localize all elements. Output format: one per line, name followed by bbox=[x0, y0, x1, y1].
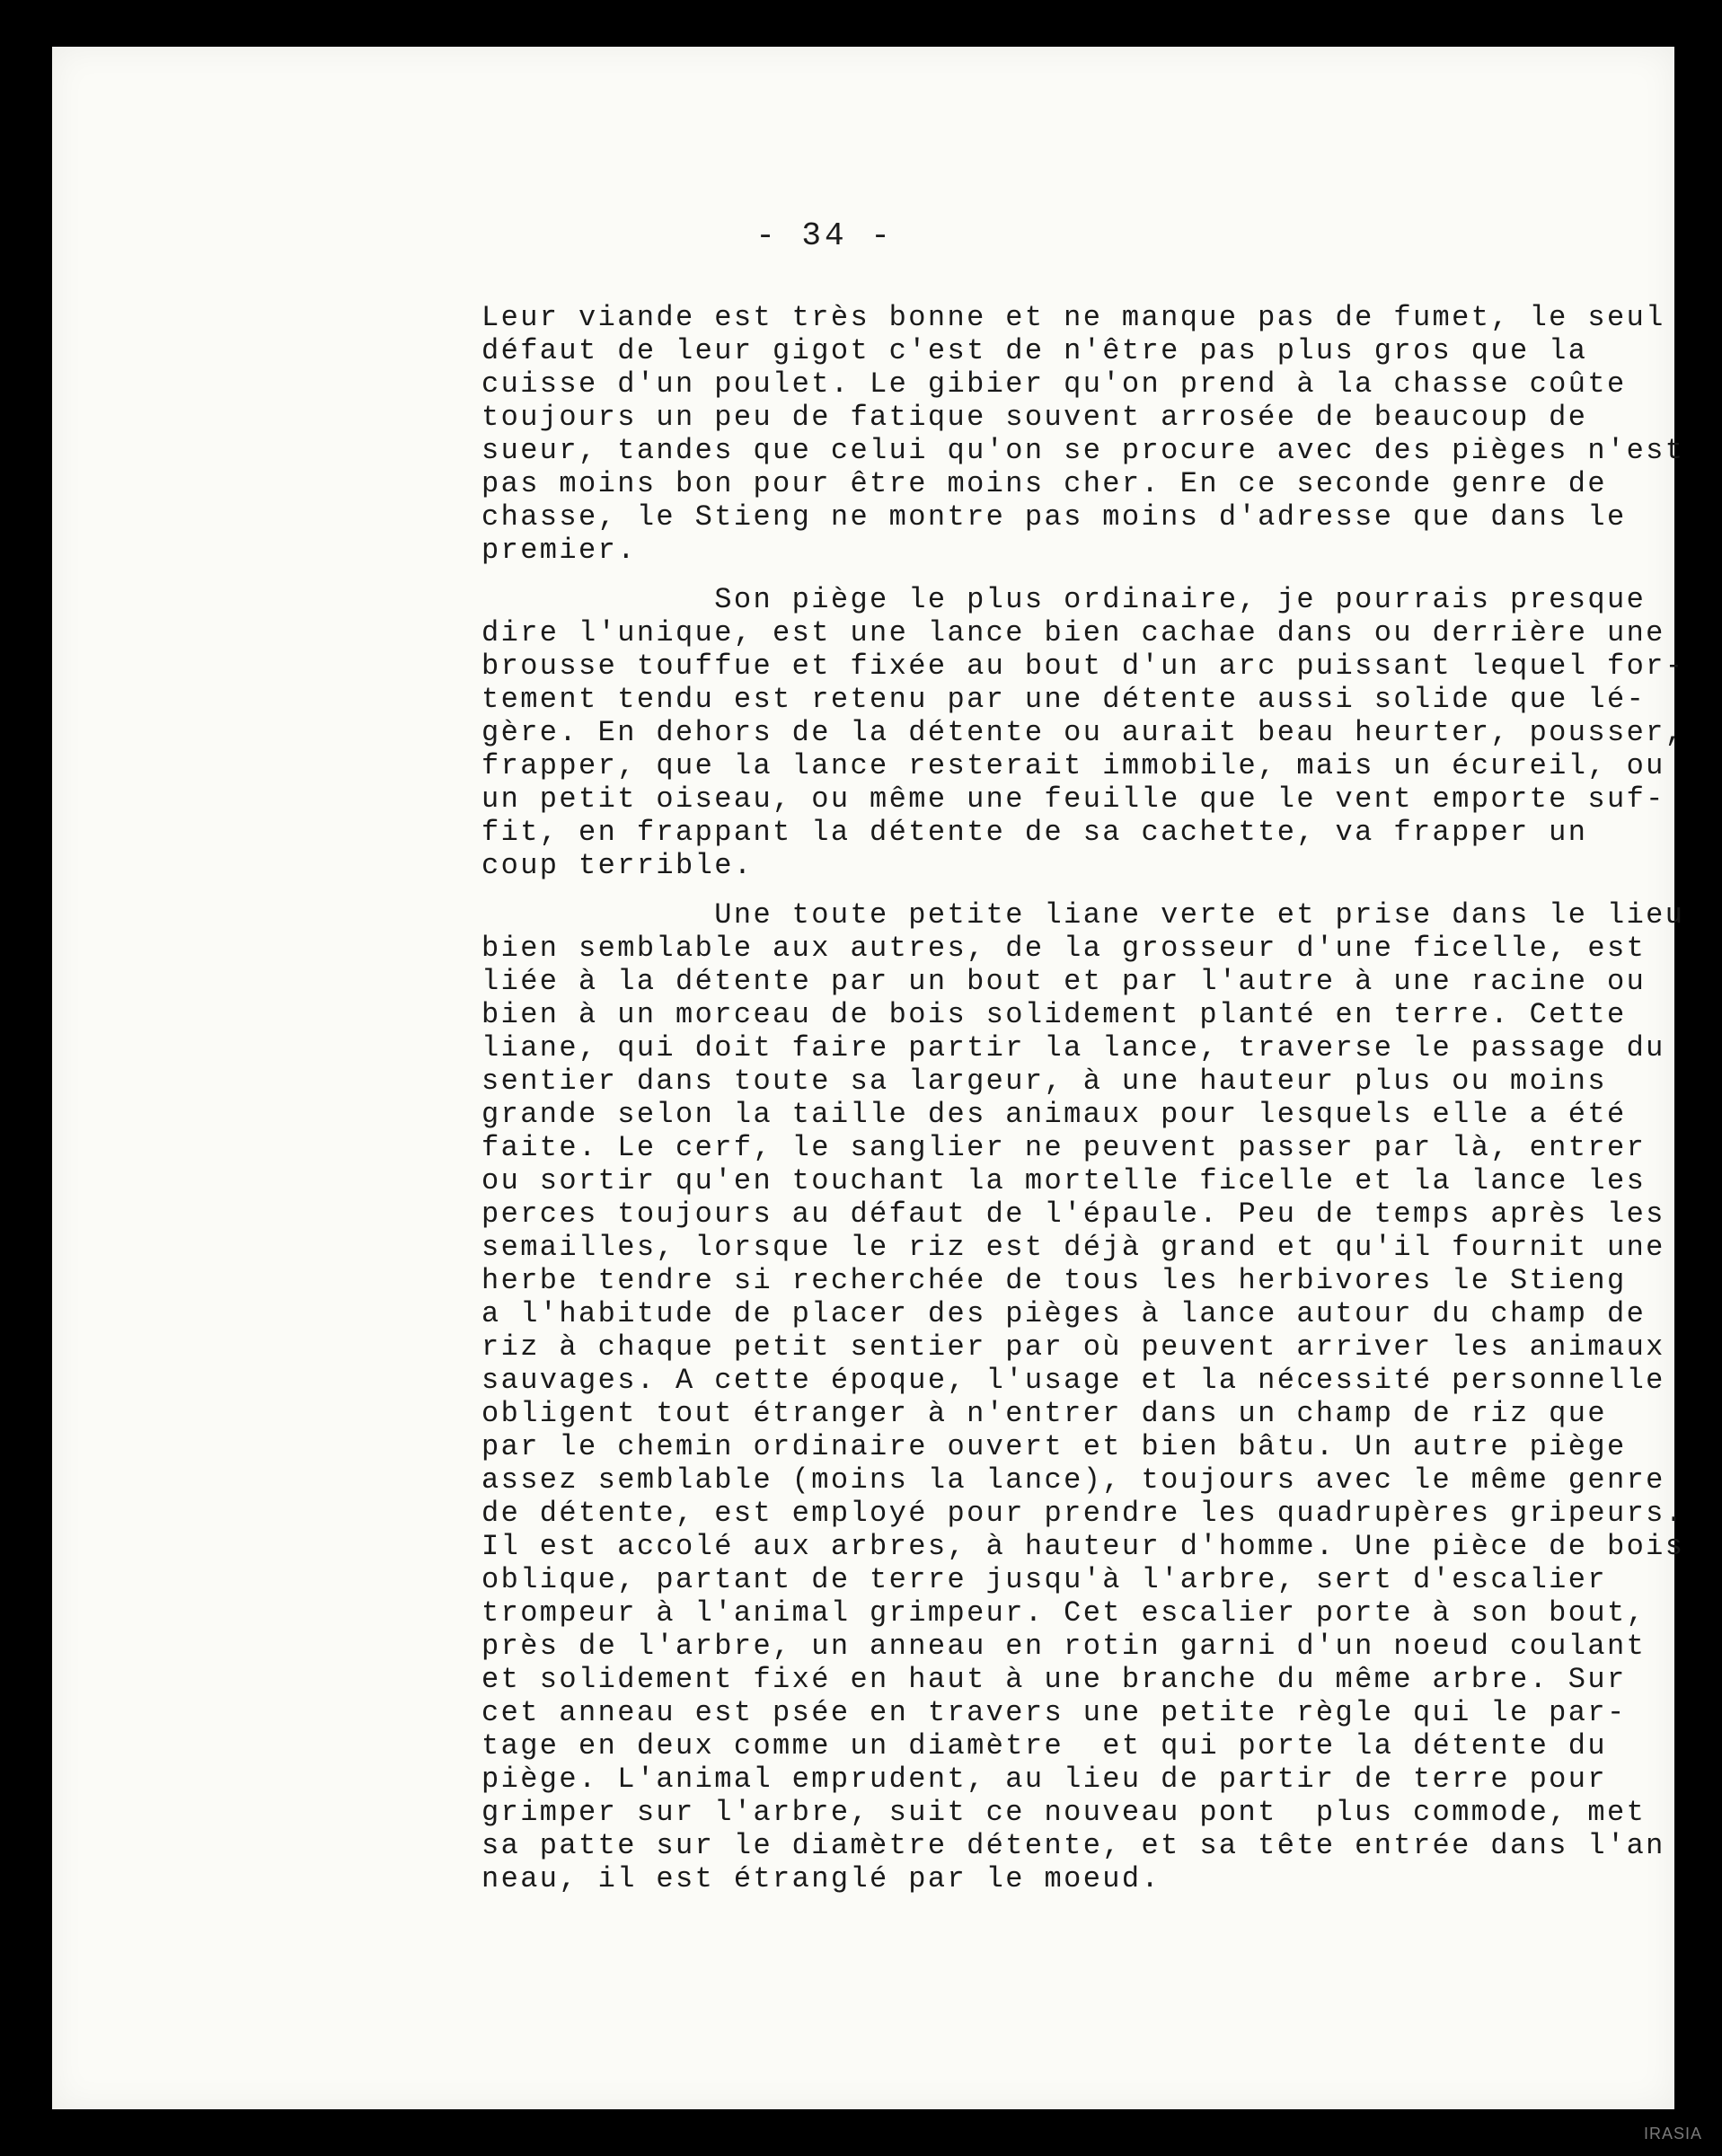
text-line: sentier dans toute sa largeur, à une hauteur plus ou moins bbox=[481, 1065, 1607, 1098]
text-line: sueur, tandes que celui qu'on se procure avec des pièges n'est bbox=[481, 434, 1685, 467]
text-line: bien à un morceau de bois solidement planté en terre. Cette bbox=[481, 998, 1627, 1031]
text-line: liée à la détente par un bout et par l'autre à une racine ou bbox=[481, 965, 1647, 998]
text-line: faite. Le cerf, le sanglier ne peuvent passer par là, entrer bbox=[481, 1131, 1647, 1164]
text-line: a l'habitude de placer des pièges à lance autour du champ de bbox=[481, 1297, 1647, 1330]
text-line: un petit oiseau, ou même une feuille que le vent emporte suf- bbox=[481, 782, 1665, 816]
text-line: bien semblable aux autres, de la grosseur d'une ficelle, est bbox=[481, 932, 1647, 965]
text-line: liane, qui doit faire partir la lance, traverse le passage du bbox=[481, 1031, 1665, 1065]
text-line: cet anneau est psée en travers une petite règle qui le par- bbox=[481, 1696, 1627, 1729]
text-line: toujours un peu de fatique souvent arrosée de beaucoup de bbox=[481, 401, 1588, 434]
paragraph-2 bbox=[481, 583, 1722, 882]
watermark: IRASIA bbox=[1643, 2125, 1702, 2143]
text-line: brousse touffue et fixée au bout d'un arc puissant lequel for- bbox=[481, 649, 1685, 683]
document-page bbox=[52, 47, 1685, 2109]
text-line: semailles, lorsque le riz est déjà grand et qu'il fournit une bbox=[481, 1231, 1665, 1264]
text-line: ou sortir qu'en touchant la mortelle ficelle et la lance les bbox=[481, 1164, 1647, 1197]
text-line: gère. En dehors de la détente ou aurait beau heurter, pousser, bbox=[481, 716, 1685, 749]
paragraph-3 bbox=[481, 898, 1722, 1895]
text-line: neau, il est étranglé par le moeud. bbox=[481, 1862, 1161, 1895]
text-line: de détente, est employé pour prendre les quadrupères gripeurs. bbox=[481, 1497, 1685, 1530]
text-line: tement tendu est retenu par une détente aussi solide que lé- bbox=[481, 683, 1647, 716]
text-line: cuisse d'un poulet. Le gibier qu'on prend à la chasse coûte bbox=[481, 367, 1627, 401]
text-line: chasse, le Stieng ne montre pas moins d'adresse que dans le bbox=[481, 500, 1627, 534]
text-line: herbe tendre si recherchée de tous les herbivores le Stieng bbox=[481, 1264, 1627, 1297]
page-number: - 34 - bbox=[755, 217, 894, 254]
text-line: frapper, que la lance resterait immobile, mais un écureil, ou bbox=[481, 749, 1665, 782]
text-line: premier. bbox=[481, 534, 637, 567]
text-line: Leur viande est très bonne et ne manque pas de fumet, le seul bbox=[481, 301, 1665, 334]
text-line: piège. L'animal emprudent, au lieu de partir de terre pour bbox=[481, 1763, 1607, 1796]
text-line: obligent tout étranger à n'entrer dans un champ de riz que bbox=[481, 1397, 1607, 1430]
text-line: pas moins bon pour être moins cher. En ce seconde genre de bbox=[481, 467, 1607, 500]
text-line: par le chemin ordinaire ouvert et bien bâtu. Un autre piège bbox=[481, 1430, 1627, 1463]
text-line: tage en deux comme un diamètre et qui porte la détente du bbox=[481, 1729, 1607, 1763]
text-line: perces toujours au défaut de l'épaule. Peu de temps après les bbox=[481, 1197, 1665, 1231]
text-line: Il est accolé aux arbres, à hauteur d'homme. Une pièce de bois bbox=[481, 1530, 1685, 1563]
text-line: assez semblable (moins la lance), toujours avec le même genre bbox=[481, 1463, 1665, 1497]
text-line: trompeur à l'animal grimpeur. Cet escalier porte à son bout, bbox=[481, 1596, 1647, 1630]
text-line: grimper sur l'arbre, suit ce nouveau pont plus commode, met bbox=[481, 1796, 1647, 1829]
text-line: et solidement fixé en haut à une branche du même arbre. Sur bbox=[481, 1663, 1627, 1696]
text-line: oblique, partant de terre jusqu'à l'arbre, sert d'escalier bbox=[481, 1563, 1607, 1596]
text-line: défaut de leur gigot c'est de n'être pas plus gros que la bbox=[481, 334, 1588, 367]
text-line: Une toute petite liane verte et prise dans le lieu bbox=[481, 898, 1685, 932]
text-line: fit, en frappant la détente de sa cachette, va frapper un bbox=[481, 816, 1588, 849]
text-line: coup terrible. bbox=[481, 849, 754, 882]
text-line: près de l'arbre, un anneau en rotin garni d'un noeud coulant bbox=[481, 1630, 1647, 1663]
text-line: Son piège le plus ordinaire, je pourrais presque bbox=[481, 583, 1647, 616]
text-line: sa patte sur le diamètre détente, et sa tête entrée dans l'an bbox=[481, 1829, 1665, 1862]
text-line: sauvages. A cette époque, l'usage et la nécessité personnelle bbox=[481, 1364, 1665, 1397]
paragraph-1 bbox=[481, 301, 1722, 567]
text-line: grande selon la taille des animaux pour lesquels elle a été bbox=[481, 1098, 1627, 1131]
text-line: dire l'unique, est une lance bien cachae dans ou derrière une bbox=[481, 616, 1665, 649]
body-text bbox=[481, 301, 1722, 1895]
text-line: riz à chaque petit sentier par où peuvent arriver les animaux bbox=[481, 1330, 1665, 1364]
